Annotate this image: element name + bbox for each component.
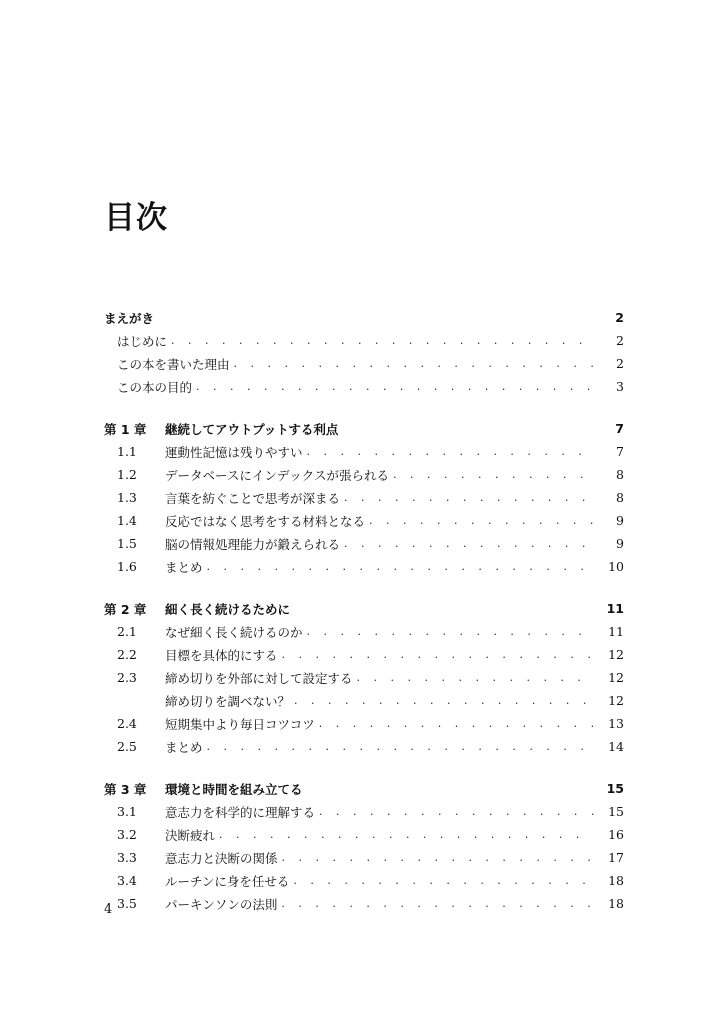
entry-title: 脳の情報処理能力が鍛えられる bbox=[165, 536, 341, 552]
chapter-heading[interactable] bbox=[104, 417, 624, 440]
entry-title: 目標を具体的にする bbox=[165, 647, 278, 663]
entry-page: 17 bbox=[608, 850, 624, 865]
chapter-heading[interactable] bbox=[104, 597, 624, 620]
toc-entry[interactable] bbox=[104, 532, 624, 555]
chapter-title: 環境と時間を組み立てる bbox=[165, 781, 303, 797]
toc-entry[interactable] bbox=[104, 555, 624, 578]
entry-page: 2 bbox=[616, 333, 624, 348]
toc-chapter-1 bbox=[104, 417, 624, 578]
chapter-number: 第 2 章 bbox=[104, 601, 147, 617]
section-number: 2.3 bbox=[117, 670, 137, 685]
entry-title: 締め切りを調べない？ bbox=[165, 693, 291, 709]
entry-page: 15 bbox=[608, 804, 624, 819]
section-number: 1.3 bbox=[117, 490, 137, 505]
toc-entry[interactable] bbox=[104, 620, 624, 643]
toc-entry[interactable] bbox=[104, 352, 624, 375]
entry-page: 8 bbox=[616, 490, 624, 505]
toc-chapter-3 bbox=[104, 777, 624, 915]
table-of-contents bbox=[104, 306, 624, 934]
entry-page: 2 bbox=[616, 356, 624, 371]
dot-leader bbox=[207, 740, 594, 753]
entry-title: 反応ではなく思考をする材料となる bbox=[165, 513, 366, 529]
entry-title: はじめに bbox=[117, 333, 168, 349]
toc-entry[interactable] bbox=[104, 375, 624, 398]
dot-leader bbox=[282, 851, 594, 864]
chapter-page: 15 bbox=[606, 781, 624, 796]
entry-title: この本の目的 bbox=[117, 379, 193, 395]
entry-title: まとめ bbox=[165, 559, 203, 575]
entry-title: 言葉を紡ぐことで思考が深まる bbox=[165, 490, 341, 506]
entry-title: パーキンソンの法則 bbox=[165, 896, 278, 912]
chapter-number: 第 1 章 bbox=[104, 421, 147, 437]
entry-page: 14 bbox=[608, 739, 624, 754]
toc-entry[interactable] bbox=[104, 486, 624, 509]
toc-entry[interactable] bbox=[104, 892, 624, 915]
chapter-title: 細く長く続けるために bbox=[165, 601, 291, 617]
entry-page: 12 bbox=[608, 647, 624, 662]
toc-entry[interactable] bbox=[104, 509, 624, 532]
entry-page: 13 bbox=[608, 716, 624, 731]
section-number: 3.3 bbox=[117, 850, 137, 865]
toc-preface bbox=[104, 306, 624, 398]
chapter-heading[interactable] bbox=[104, 777, 624, 800]
dot-leader bbox=[171, 334, 594, 347]
dot-leader bbox=[293, 874, 594, 887]
toc-entry[interactable] bbox=[104, 823, 624, 846]
entry-title: 運動性記憶は残りやすい bbox=[165, 444, 303, 460]
toc-entry[interactable] bbox=[104, 869, 624, 892]
entry-page: 9 bbox=[616, 536, 624, 551]
section-number: 3.1 bbox=[117, 804, 137, 819]
dot-leader bbox=[307, 625, 594, 638]
entry-title: ルーチンに身を任せる bbox=[165, 873, 290, 889]
entry-title: 意志力と決断の関係 bbox=[165, 850, 278, 866]
entry-title: データベースにインデックスが張られる bbox=[165, 467, 390, 483]
dot-leader bbox=[369, 514, 594, 527]
dot-leader bbox=[281, 897, 594, 910]
section-number: 1.5 bbox=[117, 536, 137, 551]
dot-leader bbox=[282, 648, 594, 661]
section-number: 1.1 bbox=[117, 444, 137, 459]
toc-entry[interactable] bbox=[104, 440, 624, 463]
dot-leader bbox=[344, 537, 594, 550]
entry-page: 11 bbox=[608, 624, 624, 639]
dot-leader bbox=[196, 380, 594, 393]
toc-entry[interactable] bbox=[104, 800, 624, 823]
section-number: 1.2 bbox=[117, 467, 137, 482]
chapter-page: 7 bbox=[615, 421, 624, 436]
entry-title: なぜ細く長く続けるのか bbox=[165, 624, 303, 640]
toc-chapter-2 bbox=[104, 597, 624, 758]
toc-entry[interactable] bbox=[104, 712, 624, 735]
preface-page: 2 bbox=[615, 310, 624, 325]
dot-leader bbox=[319, 717, 594, 730]
section-number: 2.5 bbox=[117, 739, 137, 754]
toc-entry[interactable] bbox=[104, 689, 624, 712]
toc-entry[interactable] bbox=[104, 666, 624, 689]
section-number: 3.4 bbox=[117, 873, 137, 888]
preface-title: まえがき bbox=[104, 310, 155, 326]
entry-title: 意志力を科学的に理解する bbox=[165, 804, 316, 820]
entry-page: 3 bbox=[616, 379, 624, 394]
entry-title: この本を書いた理由 bbox=[117, 356, 230, 372]
dot-leader bbox=[307, 445, 594, 458]
entry-page: 18 bbox=[608, 873, 624, 888]
dot-leader bbox=[219, 828, 594, 841]
page-number: 4 bbox=[104, 902, 113, 917]
toc-entry[interactable] bbox=[104, 846, 624, 869]
toc-entry[interactable] bbox=[104, 643, 624, 666]
chapter-page: 11 bbox=[606, 601, 624, 616]
toc-entry[interactable] bbox=[104, 329, 624, 352]
entry-page: 18 bbox=[608, 896, 624, 911]
preface-heading[interactable] bbox=[104, 306, 624, 329]
page-title: 目次 bbox=[104, 200, 168, 236]
section-number: 2.1 bbox=[117, 624, 137, 639]
section-number: 3.2 bbox=[117, 827, 137, 842]
section-number: 2.4 bbox=[117, 716, 137, 731]
dot-leader bbox=[393, 468, 594, 481]
entry-page: 7 bbox=[616, 444, 624, 459]
dot-leader bbox=[207, 560, 594, 573]
dot-leader bbox=[344, 491, 594, 504]
section-number: 2.2 bbox=[117, 647, 137, 662]
section-number: 1.6 bbox=[117, 559, 137, 574]
entry-title: 締め切りを外部に対して設定する bbox=[165, 670, 353, 686]
entry-page: 9 bbox=[616, 513, 624, 528]
entry-title: 決断疲れ bbox=[165, 827, 216, 843]
dot-leader bbox=[319, 805, 594, 818]
dot-leader bbox=[234, 357, 594, 370]
dot-leader bbox=[357, 671, 594, 684]
toc-entry[interactable] bbox=[104, 735, 624, 758]
entry-page: 16 bbox=[608, 827, 624, 842]
entry-title: まとめ bbox=[165, 739, 203, 755]
entry-page: 8 bbox=[616, 467, 624, 482]
section-number: 1.4 bbox=[117, 513, 137, 528]
toc-entry[interactable] bbox=[104, 463, 624, 486]
dot-leader bbox=[294, 694, 594, 707]
entry-page: 12 bbox=[608, 670, 624, 685]
chapter-title: 継続してアウトプットする利点 bbox=[165, 421, 339, 437]
entry-page: 10 bbox=[608, 559, 624, 574]
section-number: 3.5 bbox=[117, 896, 137, 911]
chapter-number: 第 3 章 bbox=[104, 781, 147, 797]
entry-page: 12 bbox=[608, 693, 624, 708]
entry-title: 短期集中より毎日コツコツ bbox=[165, 716, 315, 732]
